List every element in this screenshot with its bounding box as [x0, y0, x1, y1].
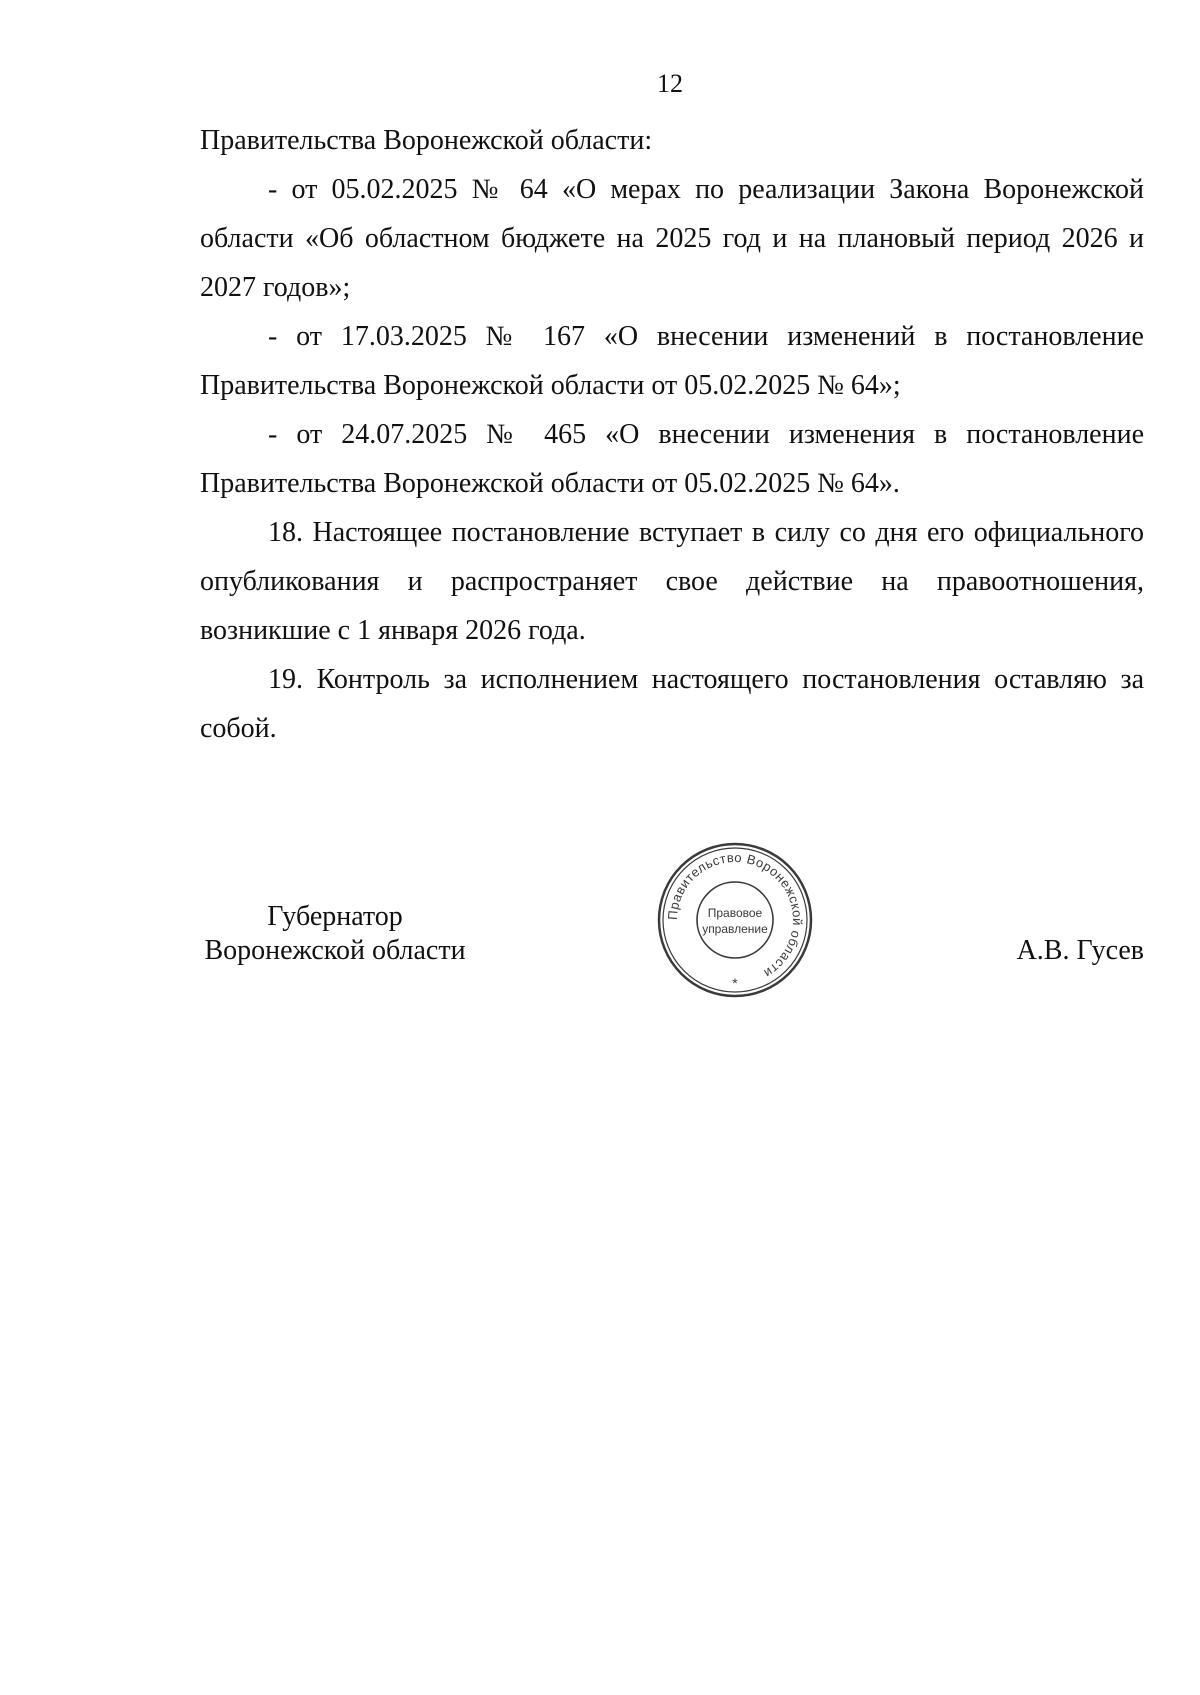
page-number: 12 [657, 69, 683, 98]
seal-inner-ring [697, 882, 773, 958]
signatory-title-line2: Воронежской области [204, 935, 466, 966]
official-seal-stamp [655, 840, 815, 1000]
signatory-title [200, 900, 470, 968]
paragraph-item-167: - от 17.03.2025 № 167 «О внесении изменений в постановление Правительства Воронежской области от 05.02.2025 № 64»; [200, 321, 1144, 401]
seal-outer-ring [659, 844, 811, 996]
paragraph-18: 18. Настоящее постановление вступает в силу со дня его официального опубликования и распространяет свое действие на правоотношения, возникшие с 1 января 2026 года. [200, 517, 1144, 646]
seal-outer-ring-inner [663, 848, 807, 992]
paragraph-item-465: - от 24.07.2025 № 465 «О внесении изменения в постановление Правительства Воронежской области от 05.02.2025 № 64». [200, 419, 1144, 499]
paragraph-continuation: Правительства Воронежской области: [200, 125, 653, 156]
document-body [200, 116, 1144, 753]
signatory-title-line1: Губернатор [267, 901, 403, 932]
seal-star: * [732, 975, 738, 991]
paragraph-item-64: - от 05.02.2025 № 64 «О мерах по реализации Закона Воронежской области «Об областном бюджете на 2025 год и на плановый период 2026 и 2027 годов»; [200, 174, 1144, 303]
signatory-name: А.В. Гусев [1016, 935, 1144, 966]
seal-inner-line2: управление [702, 922, 768, 936]
seal-outer-text: Правительство Воронежской области [664, 849, 806, 982]
seal-graphic [655, 840, 815, 1000]
paragraph-19: 19. Контроль за исполнением настоящего постановления оставляю за собой. [200, 664, 1144, 744]
seal-inner-line1: Правовое [707, 906, 763, 920]
